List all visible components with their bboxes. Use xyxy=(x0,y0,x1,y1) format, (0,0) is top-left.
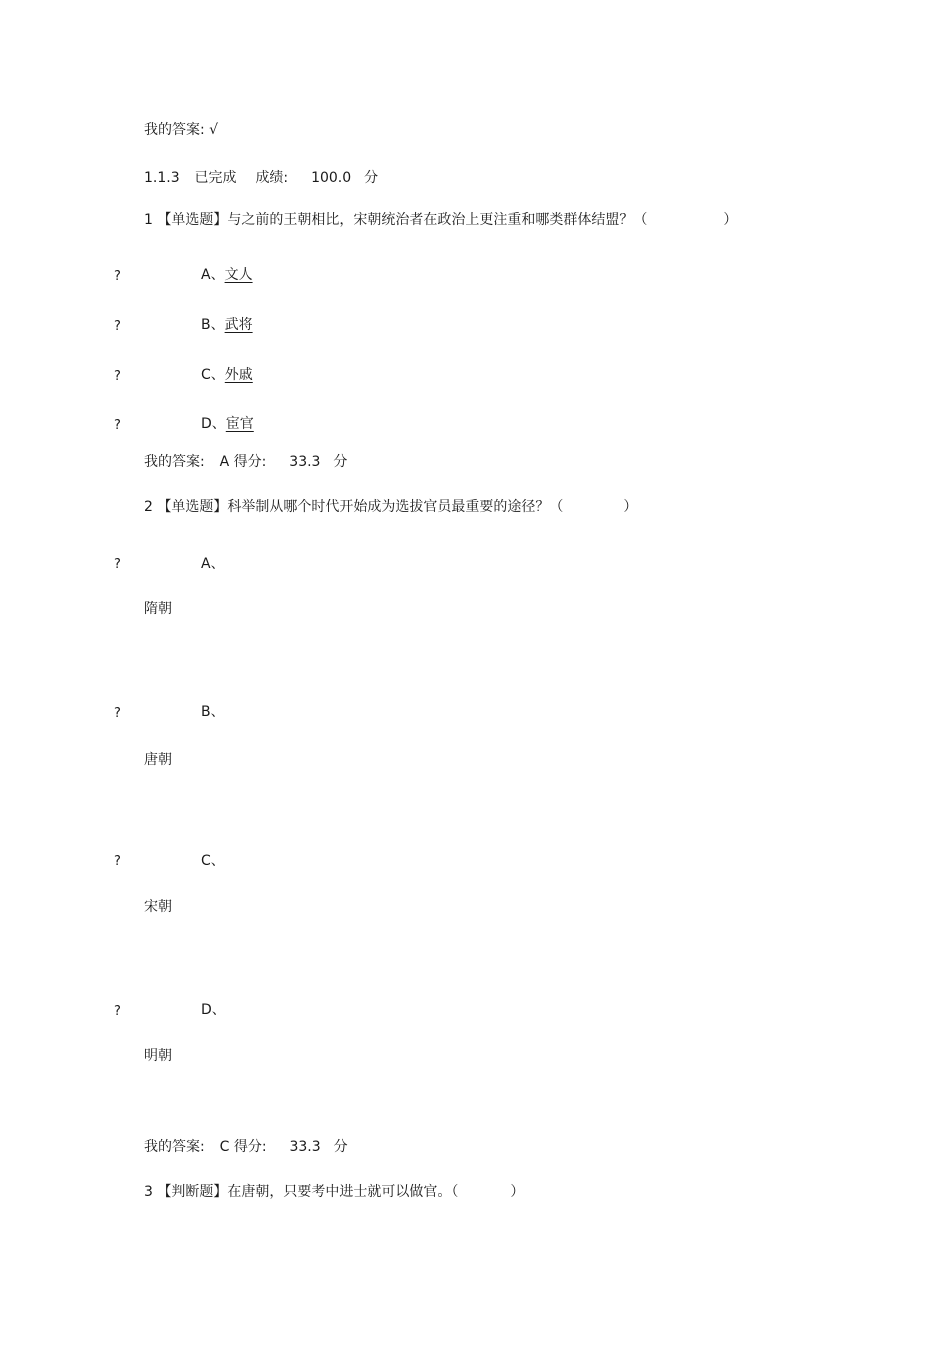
option-bullet: ? xyxy=(114,706,121,721)
q2-option-a-letter[interactable]: A、 xyxy=(201,556,225,572)
option-text[interactable]: 宦官 xyxy=(225,416,254,432)
answer-value: √ xyxy=(209,122,219,138)
section-number: 1.1.3 xyxy=(144,170,180,186)
q1-answer-line xyxy=(144,453,347,471)
option-letter: D、 xyxy=(201,416,226,432)
option-bullet: ? xyxy=(114,269,121,284)
option-text[interactable]: 文人 xyxy=(224,267,253,283)
option-bullet: ? xyxy=(114,854,121,869)
q1-option-d[interactable] xyxy=(201,415,254,433)
prev-answer-line xyxy=(144,121,218,139)
question-close-paren: ） xyxy=(510,1184,525,1200)
option-bullet: ? xyxy=(114,557,121,572)
option-text[interactable]: 武将 xyxy=(224,317,253,333)
section-header xyxy=(144,169,378,187)
q2-option-d-text[interactable]: 明朝 xyxy=(144,1048,172,1064)
score-unit: 分 xyxy=(333,1139,348,1155)
q1-option-b[interactable] xyxy=(201,316,253,334)
option-bullet: ? xyxy=(114,369,121,384)
answer-label: 我的答案: xyxy=(144,122,205,138)
option-bullet: ? xyxy=(114,319,121,334)
option-letter: B、 xyxy=(201,317,225,333)
question-text: 在唐朝，只要考中进士就可以做官。（ xyxy=(227,1184,459,1200)
option-letter: C、 xyxy=(201,367,225,383)
q2-option-c-letter[interactable]: C、 xyxy=(201,853,225,869)
question-close-paren: ） xyxy=(623,499,638,515)
answer-value: A xyxy=(219,454,230,470)
score-unit: 分 xyxy=(333,454,348,470)
section-score-unit: 分 xyxy=(364,170,379,186)
question-1-title xyxy=(144,211,737,229)
option-letter: A、 xyxy=(201,267,225,283)
q2-option-b-letter[interactable]: B、 xyxy=(201,704,225,720)
q1-option-c[interactable] xyxy=(201,366,253,384)
question-text: 科举制从哪个时代开始成为选拔官员最重要的途径？（ xyxy=(227,499,564,515)
option-bullet: ? xyxy=(114,1004,121,1019)
answer-value: C xyxy=(219,1139,230,1155)
question-2-title xyxy=(144,498,637,516)
section-status: 已完成 xyxy=(194,170,237,186)
section-score-label: 成绩: xyxy=(255,170,289,186)
question-number: 1 xyxy=(144,212,153,228)
q2-option-a-text[interactable]: 隋朝 xyxy=(144,601,172,617)
q2-option-c-text[interactable]: 宋朝 xyxy=(144,899,172,915)
score-label: 得分: xyxy=(233,1139,267,1155)
question-number: 3 xyxy=(144,1184,153,1200)
q2-answer-line xyxy=(144,1138,348,1156)
question-type: 【单选题】 xyxy=(157,499,228,515)
option-bullet: ? xyxy=(114,418,121,433)
q2-option-b-text[interactable]: 唐朝 xyxy=(144,752,172,768)
question-type: 【单选题】 xyxy=(157,212,228,228)
option-text[interactable]: 外戚 xyxy=(224,367,253,383)
answer-label: 我的答案: xyxy=(144,1139,205,1155)
question-type: 【判断题】 xyxy=(157,1184,228,1200)
score-label: 得分: xyxy=(233,454,267,470)
section-score: 100.0 xyxy=(311,170,352,186)
score-value: 33.3 xyxy=(289,454,321,470)
q2-option-d-letter[interactable]: D、 xyxy=(201,1002,226,1018)
question-number: 2 xyxy=(144,499,153,515)
answer-label: 我的答案: xyxy=(144,454,205,470)
score-value: 33.3 xyxy=(289,1139,321,1155)
question-text: 与之前的王朝相比，宋朝统治者在政治上更注重和哪类群体结盟？（ xyxy=(227,212,648,228)
question-3-title xyxy=(144,1183,524,1201)
question-close-paren: ） xyxy=(723,212,738,228)
q1-option-a[interactable] xyxy=(201,266,253,284)
